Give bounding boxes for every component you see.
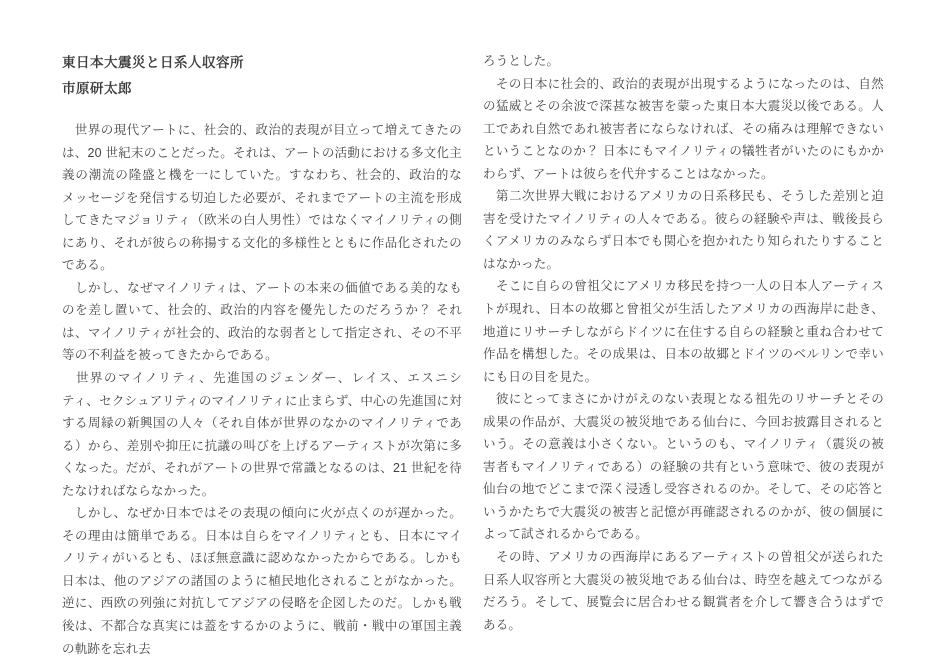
paragraph-continuation: ろうとした。 (483, 54, 560, 68)
title-block (62, 50, 462, 102)
paragraph: しかし、なぜか日本ではその表現の傾向に火が点くのが遅かった。その理由は簡単である。日本は自らをマイノリティとも、日本にマイノリティがいるとも、ほぼ無意識に認めなかったからである。しかも日本は、他のアジアの諸国のように植民地化されることがなかった。逆に、西欧の列強に対抗してアジアの侵略を企図したのだ。しかも戦後は、不都合な真実には蓋をするかのように、戦前・戦中の軍国主義の軌跡を忘れ去 (62, 506, 462, 656)
document-title: 東日本大震災と日系人収容所 (62, 55, 244, 70)
right-column (483, 50, 884, 636)
document-author: 市原研太郎 (62, 81, 132, 96)
paragraph: 世界のマイノリティ、先進国のジェンダー、レイス、エスニシティ、セクシュアリティのマイノリティに止まらず、中心の先進国に対する周縁の新興国の人々（それ自体が世界のなかのマイノリティである）から、差別や抑圧に抗議の叫びを上げるアーティストが次第に多くなった。だが、それがアートの世界で常識となるのは、21 世紀を待たなければならなかった。 (62, 371, 462, 498)
paragraph: 世界の現代アートに、社会的、政治的表現が目立って増えてきたのは、20 世紀末のことだった。それは、アートの活動における多文化主義の潮流の隆盛と機を一にしていた。すなわち、社会的、政治的なメッセージを発信する切迫した必要が、それまでアートの主流を形成してきたマジョリティ（欧米の白人男性）ではなくマイノリティの側にあり、それが彼らの称揚する文化的多様性とともに作品化されたのである。 (62, 123, 462, 273)
paragraph: そこに自らの曾祖父にアメリカ移民を持つ一人の日本人アーティストが現れ、日本の故郷と曾祖父が生活したアメリカの西海岸に赴き、地道にリサーチしながらドイツに在住する自らの経験と重ね合わせて作品を構想した。その成果は、日本の故郷とドイツのベルリンで幸いにも日の目を見た。 (483, 279, 884, 384)
paragraph: しかし、なぜマイノリティは、アートの本来の価値である美的なものを差し置いて、社会的、政治的内容を優先したのだろうか？ それは、マイノリティが社会的、政治的な弱者として指定され、その不平等の不利益を被ってきたからである。 (62, 280, 462, 363)
paragraph: 第二次世界大戦におけるアメリカの日系移民も、そうした差別と迫害を受けたマイノリティの人々である。彼らの経験や声は、戦後長らくアメリカのみならず日本でも関心を抱かれたり知られたりすることはなかった。 (483, 189, 884, 271)
left-column (62, 119, 462, 660)
paragraph: 彼にとってまさにかけがえのない表現となる祖先のリサーチとその成果の作品が、大震災の被災地である仙台に、今回お披露目されるという。その意義は小さくない。というのも、マイノリティ（震災の被害者もマイノリティである）の経験の共有という意味で、彼の表現が仙台の地でどこまで深く浸透し受容されるのか。そして、その応答というかたちで大震災の被害と記憶が再確認されるのかが、彼の個展によって試されるからである。 (483, 392, 884, 542)
paragraph: その日本に社会的、政治的表現が出現するようになったのは、自然の猛威とその余波で深甚な被害を蒙った東日本大震災以後である。人工であれ自然であれ被害者にならなければ、その痛みは理解できないということなのか？ 日本にもマイノリティの犠牲者がいたのにもかかわらず、アートは彼らを代弁することはなかった。 (483, 76, 884, 181)
paragraph: その時、アメリカの西海岸にあるアーティストの曽祖父が送られた日系人収容所と大震災の被災地である仙台は、時空を越えてつながるだろう。そして、展覧会に居合わせる観賞者を介して響き合うはずである。 (483, 550, 884, 632)
